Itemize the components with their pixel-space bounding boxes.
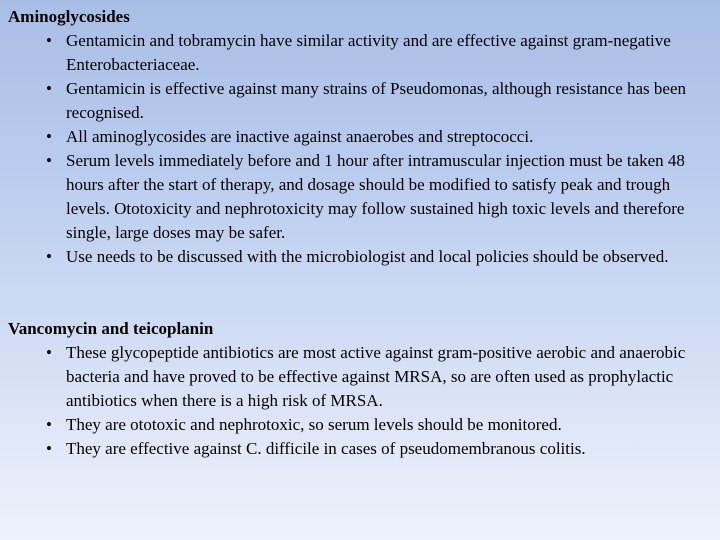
bullet-list — [8, 341, 716, 461]
list-item — [8, 413, 716, 437]
list-item-text: Gentamicin and tobramycin have similar activity and are effective against gram-negative Enterobacteriaceae. — [66, 31, 671, 74]
bullet-icon: • — [46, 127, 52, 146]
section-heading: Aminoglycosides — [8, 7, 130, 26]
list-item — [8, 77, 716, 125]
list-item-text: Use needs to be discussed with the microbiologist and local policies should be observed. — [66, 247, 669, 266]
list-item-text: They are ototoxic and nephrotoxic, so serum levels should be monitored. — [66, 415, 562, 434]
bullet-list — [8, 29, 716, 269]
bullet-icon: • — [46, 439, 52, 458]
bullet-icon: • — [46, 79, 52, 98]
section-aminoglycosides — [8, 5, 716, 269]
section-vancomycin-teicoplanin — [8, 317, 716, 461]
section-heading: Vancomycin and teicoplanin — [8, 319, 214, 338]
bullet-icon: • — [46, 343, 52, 362]
list-item — [8, 437, 716, 461]
bullet-icon: • — [46, 415, 52, 434]
bullet-icon: • — [46, 151, 52, 170]
list-item-text: Serum levels immediately before and 1 hour after intramuscular injection must be taken 48 hours after the start of therapy, and dosage should be modified to satisfy peak and trough levels. Ototoxicity and nephrotoxicity may follow sustained high toxic levels and therefore single, large doses may be safer. — [66, 151, 685, 242]
list-item — [8, 149, 716, 245]
list-item — [8, 125, 716, 149]
list-item-text: These glycopeptide antibiotics are most active against gram-positive aerobic and anaerobic bacteria and have proved to be effective against MRSA, so are often used as prophylactic antibiotics when there is a high risk of MRSA. — [66, 343, 686, 410]
list-item — [8, 341, 716, 413]
list-item — [8, 245, 716, 269]
list-item — [8, 29, 716, 77]
bullet-icon: • — [46, 247, 52, 266]
list-item-text: Gentamicin is effective against many strains of Pseudomonas, although resistance has been recognised. — [66, 79, 687, 122]
list-item-text: All aminoglycosides are inactive against anaerobes and streptococci. — [66, 127, 534, 146]
bullet-icon: • — [46, 31, 52, 50]
list-item-text: They are effective against C. difficile in cases of pseudomembranous colitis. — [66, 439, 586, 458]
